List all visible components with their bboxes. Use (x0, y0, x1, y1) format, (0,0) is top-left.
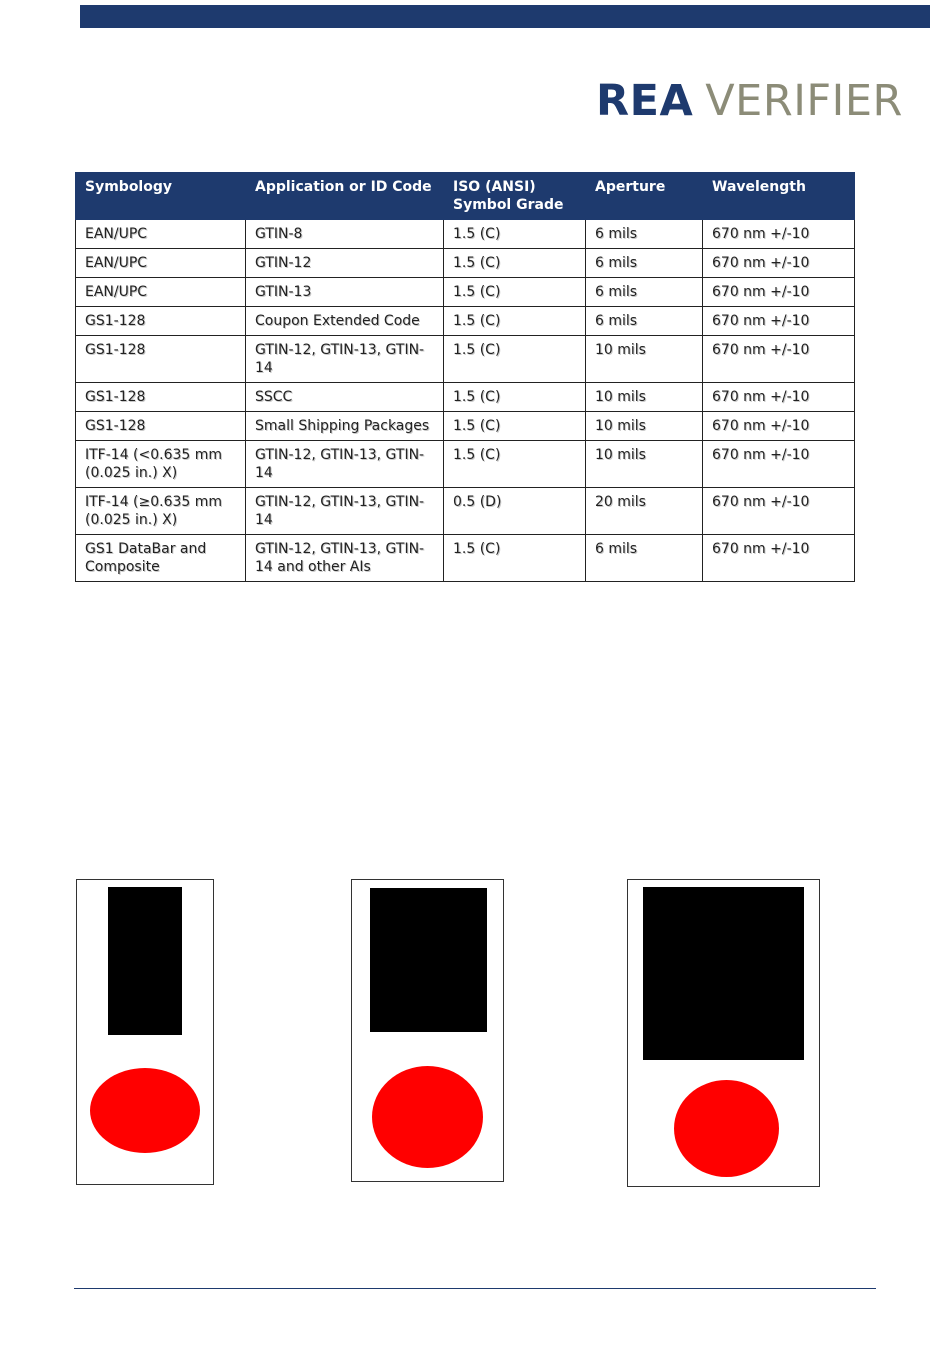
cell-application: Coupon Extended Code (246, 307, 444, 336)
cell-grade: 1.5 (C) (444, 441, 586, 488)
cell-symbology: ITF-14 (<0.635 mm (0.025 in.) X) (76, 441, 246, 488)
cell-grade: 1.5 (C) (444, 383, 586, 412)
cell-wavelength: 670 nm +/-10 (703, 336, 855, 383)
aperture-spot (674, 1080, 779, 1177)
cell-wavelength: 670 nm +/-10 (703, 488, 855, 535)
aperture-spot (90, 1068, 200, 1153)
bar-element (108, 887, 182, 1035)
cell-application: SSCC (246, 383, 444, 412)
cell-aperture: 6 mils (586, 278, 703, 307)
logo-verifier: VERIFIER (705, 76, 903, 126)
cell-aperture: 6 mils (586, 535, 703, 582)
cell-aperture: 6 mils (586, 220, 703, 249)
cell-aperture: 6 mils (586, 249, 703, 278)
cell-grade: 1.5 (C) (444, 307, 586, 336)
cell-grade: 1.5 (C) (444, 278, 586, 307)
cell-symbology: EAN/UPC (76, 278, 246, 307)
cell-wavelength: 670 nm +/-10 (703, 249, 855, 278)
cell-wavelength: 670 nm +/-10 (703, 278, 855, 307)
cell-application: GTIN-12, GTIN-13, GTIN-14 and other AIs (246, 535, 444, 582)
cell-grade: 1.5 (C) (444, 220, 586, 249)
cell-application: GTIN-12, GTIN-13, GTIN-14 (246, 336, 444, 383)
logo-rea: REA (596, 76, 694, 126)
header-symbology: Symbology (76, 173, 246, 220)
table-row (76, 383, 855, 412)
cell-application: GTIN-12 (246, 249, 444, 278)
aperture-diagram-1 (76, 879, 214, 1185)
aperture-diagram-3 (627, 879, 820, 1187)
aperture-spot (372, 1066, 483, 1168)
cell-wavelength: 670 nm +/-10 (703, 535, 855, 582)
cell-grade: 1.5 (C) (444, 249, 586, 278)
cell-application: GTIN-12, GTIN-13, GTIN-14 (246, 488, 444, 535)
header-application: Application or ID Code (246, 173, 444, 220)
cell-aperture: 20 mils (586, 488, 703, 535)
table-row (76, 307, 855, 336)
rea-verifier-logo (596, 76, 903, 126)
header-wavelength: Wavelength (703, 173, 855, 220)
cell-application: GTIN-12, GTIN-13, GTIN-14 (246, 441, 444, 488)
cell-symbology: GS1-128 (76, 336, 246, 383)
cell-wavelength: 670 nm +/-10 (703, 220, 855, 249)
cell-symbology: EAN/UPC (76, 220, 246, 249)
table-row (76, 220, 855, 249)
cell-application: Small Shipping Packages (246, 412, 444, 441)
footer-rule (74, 1288, 876, 1289)
table-row (76, 488, 855, 535)
header-bar (80, 5, 930, 28)
cell-application: GTIN-8 (246, 220, 444, 249)
bar-element (643, 887, 804, 1060)
aperture-diagram-2 (351, 879, 504, 1182)
table-header-row (76, 173, 855, 220)
table-row (76, 441, 855, 488)
header-aperture: Aperture (586, 173, 703, 220)
cell-wavelength: 670 nm +/-10 (703, 307, 855, 336)
cell-symbology: ITF-14 (≥0.635 mm (0.025 in.) X) (76, 488, 246, 535)
cell-symbology: GS1-128 (76, 307, 246, 336)
header-grade: ISO (ANSI) Symbol Grade (444, 173, 586, 220)
cell-wavelength: 670 nm +/-10 (703, 412, 855, 441)
cell-aperture: 10 mils (586, 412, 703, 441)
cell-aperture: 10 mils (586, 441, 703, 488)
cell-symbology: GS1-128 (76, 412, 246, 441)
bar-element (370, 888, 487, 1032)
cell-symbology: EAN/UPC (76, 249, 246, 278)
cell-grade: 1.5 (C) (444, 336, 586, 383)
table-row (76, 412, 855, 441)
cell-wavelength: 670 nm +/-10 (703, 441, 855, 488)
table-row (76, 336, 855, 383)
cell-aperture: 6 mils (586, 307, 703, 336)
cell-aperture: 10 mils (586, 336, 703, 383)
cell-application: GTIN-13 (246, 278, 444, 307)
table-row (76, 535, 855, 582)
cell-aperture: 10 mils (586, 383, 703, 412)
cell-symbology: GS1-128 (76, 383, 246, 412)
symbology-spec-table (75, 172, 855, 582)
cell-grade: 1.5 (C) (444, 535, 586, 582)
cell-symbology: GS1 DataBar and Composite (76, 535, 246, 582)
cell-grade: 1.5 (C) (444, 412, 586, 441)
table-row (76, 249, 855, 278)
cell-grade: 0.5 (D) (444, 488, 586, 535)
cell-wavelength: 670 nm +/-10 (703, 383, 855, 412)
table-row (76, 278, 855, 307)
